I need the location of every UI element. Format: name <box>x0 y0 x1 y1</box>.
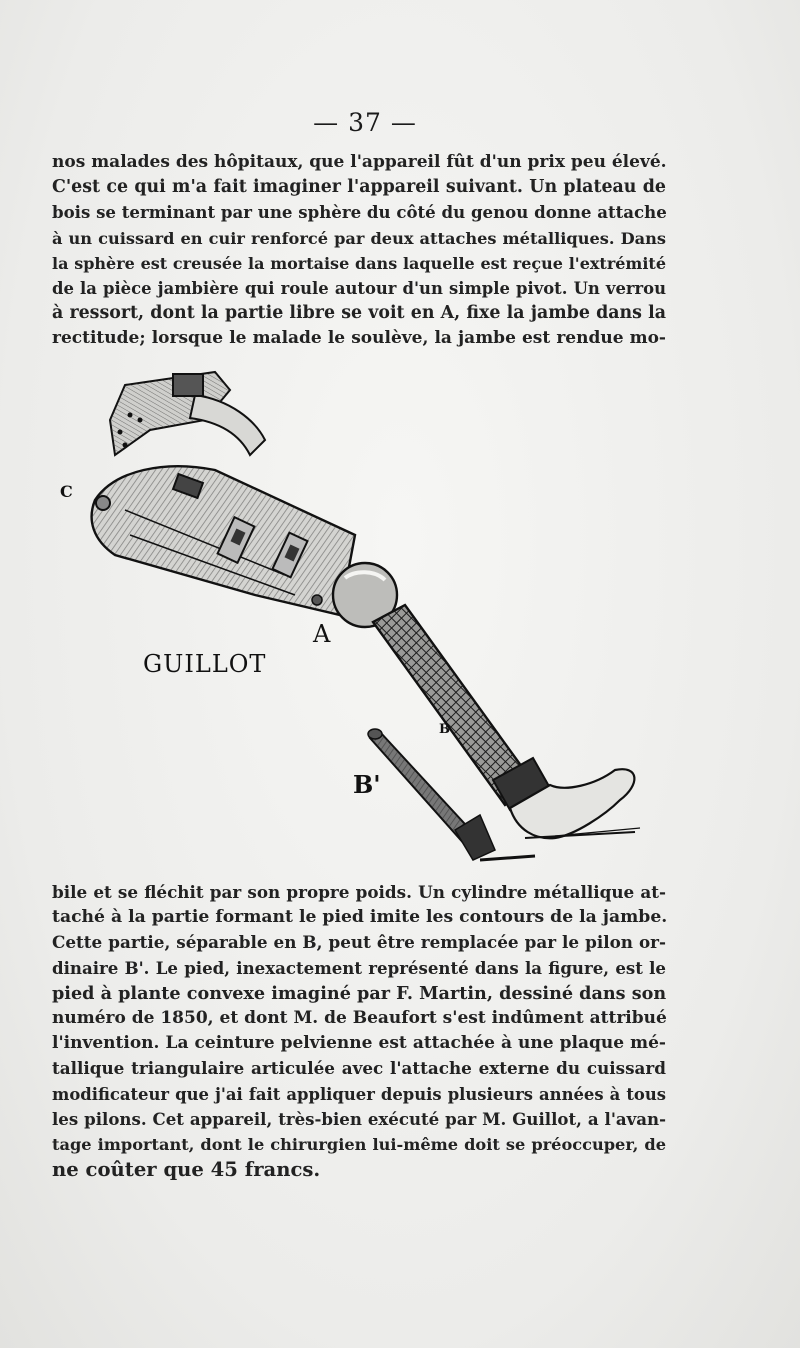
text-line: ne coûter que 45 francs. <box>52 1158 321 1182</box>
text-line: de la pièce jambière qui roule autour d'un simple pivot. Un verrou <box>52 279 666 299</box>
text-line: modificateur que j'ai fait appliquer depuis plusieurs années à tous <box>52 1084 666 1104</box>
text-line: Cette partie, séparable en B, peut être remplacée par le pilon or- <box>52 932 666 953</box>
text-line: à ressort, dont la partie libre se voit en A, fixe la jambe dans la <box>52 303 666 324</box>
text-line: bile et se fléchit par son propre poids. Un cylindre métallique at- <box>52 882 666 902</box>
maker-label: GUILLOT <box>143 650 267 678</box>
text-line: à un cuissard en cuir renforcé par deux attaches métalliques. Dans <box>52 228 666 248</box>
thigh-socket <box>92 466 355 615</box>
text-line: nos malades des hôpitaux, que l'appareil fût d'un prix peu élevé. <box>52 152 667 172</box>
text-line: bois se terminant par une sphère du côté du genou donne attache <box>52 202 667 223</box>
prosthetic-leg-figure <box>55 360 655 875</box>
lower-leg-mesh <box>373 605 550 810</box>
thigh-strap <box>110 372 265 455</box>
paragraph-top <box>52 150 666 352</box>
paragraph-bottom <box>52 880 666 1182</box>
label-c: C <box>60 482 73 501</box>
text-line: tallique triangulaire articulée avec l'attache externe du cuissard <box>52 1058 666 1079</box>
text-line: C'est ce qui m'a fait imaginer l'appareil suivant. Un plateau de <box>52 177 666 198</box>
label-b-prime: B' <box>353 770 381 799</box>
text-line: tage important, dont le chirurgien lui-même doit se préoccuper, de <box>52 1135 666 1155</box>
text-line: taché à la partie formant le pied imite les contours de la jambe. <box>52 907 668 928</box>
text-line: les pilons. Cet appareil, très-bien exécuté par M. Guillot, a l'avan- <box>52 1108 666 1129</box>
page-number: — 37 — <box>313 108 417 137</box>
text-line: pied à plante convexe imaginé par F. Martin, dessiné dans son <box>52 982 667 1004</box>
text-line: rectitude; lorsque le malade le soulève, la jambe est rendue mo- <box>52 328 666 349</box>
text-line: numéro de 1850, et dont M. de Beaufort s'est indûment attribué <box>52 1008 667 1029</box>
text-line: la sphère est creusée la mortaise dans laquelle est reçue l'extrémité <box>52 253 666 273</box>
label-a: A <box>313 620 331 648</box>
label-b: B <box>439 722 450 737</box>
text-line: l'invention. La ceinture pelvienne est attachée à une plaque mé- <box>52 1033 666 1054</box>
text-line: dinaire B'. Le pied, inexactement représenté dans la figure, est le <box>52 957 666 978</box>
